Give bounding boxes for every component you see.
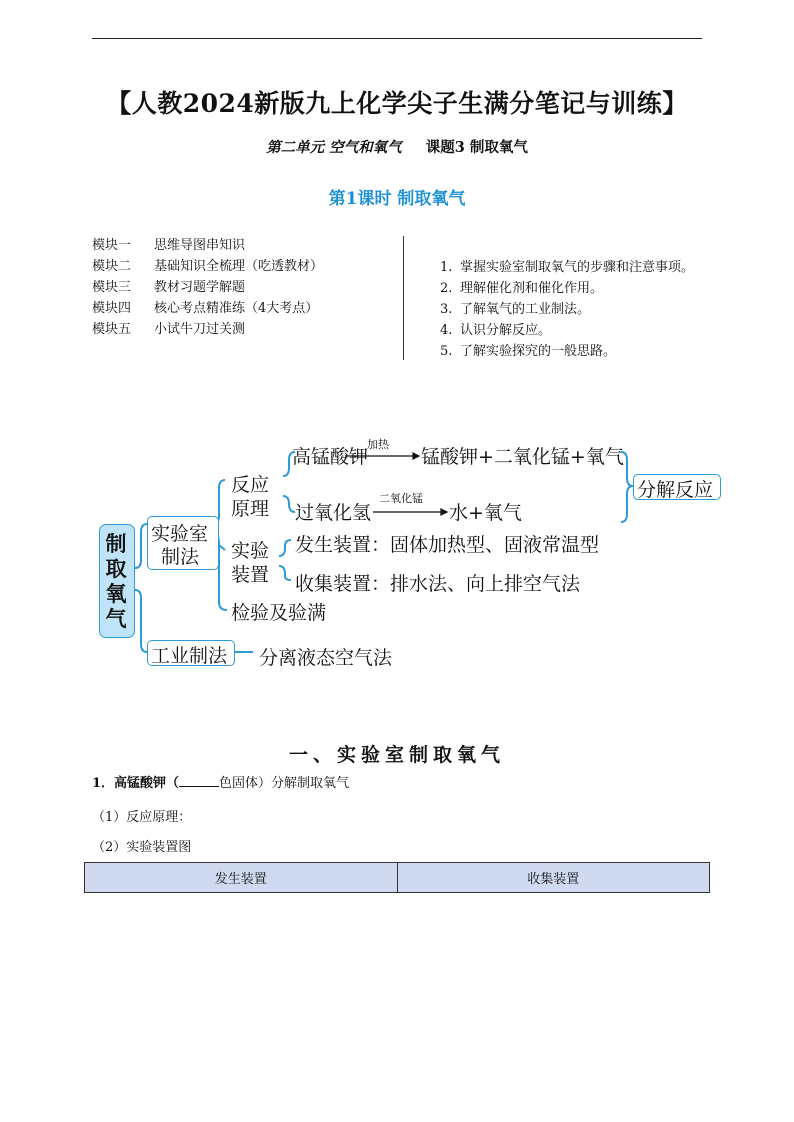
module-key: 模块一 <box>92 238 132 253</box>
page-title: 【人教2024新版九上化学尖子生满分笔记与训练】 <box>106 89 688 118</box>
goal-text: 掌握实验室制取氧气的步骤和注意事项。 <box>460 260 695 275</box>
goal-number: 3. <box>440 302 453 317</box>
reaction2-arrow-head <box>441 509 447 515</box>
lab-label-line1: 实验室 <box>151 523 209 545</box>
lab-label-line2: 制法 <box>161 546 200 568</box>
reaction2-condition: 二氧化锰 <box>379 492 423 505</box>
root-char: 氧 <box>105 582 127 606</box>
module-item <box>92 277 323 298</box>
module-key: 模块五 <box>92 322 132 337</box>
reaction2-products: 水+氧气 <box>449 502 522 524</box>
lesson-title: 第1课时 制取氧气 <box>328 189 466 209</box>
learning-goals <box>440 257 694 362</box>
device-collector-connector <box>279 566 291 580</box>
goal-item <box>440 341 694 362</box>
module-item <box>92 319 323 340</box>
goal-item <box>440 299 694 320</box>
root-char: 气 <box>105 607 127 631</box>
table-header-generator: 发生装置 <box>85 863 398 893</box>
reaction-principle-prompt: （1）反应原理： <box>92 810 192 825</box>
unit-subtitle <box>0 136 794 157</box>
device-label-line1: 实验 <box>231 540 270 562</box>
root-lab-connector <box>135 524 147 568</box>
module-item <box>92 256 323 277</box>
goal-number: 5. <box>440 344 453 359</box>
answer-blank[interactable] <box>179 774 219 787</box>
reaction2-reactant: 过氧化氢 <box>295 502 372 524</box>
module-key: 模块三 <box>92 280 132 295</box>
principle-label-line2: 原理 <box>231 498 270 520</box>
reaction1-products: 锰酸钾+二氧化锰+氧气 <box>421 446 624 468</box>
goal-item <box>440 278 694 299</box>
goal-number: 1. <box>440 260 453 275</box>
table-header-collector: 收集装置 <box>397 863 710 893</box>
reaction1-arrow-head <box>413 453 419 459</box>
device-generator-connector <box>279 540 291 556</box>
section-title: 一、实验室制取氧气 <box>288 744 505 766</box>
device-table <box>84 862 710 893</box>
goal-text: 理解催化剂和催化作用。 <box>460 281 604 296</box>
module-key: 模块四 <box>92 301 132 316</box>
module-item <box>92 298 323 319</box>
module-text: 核心考点精准练（4大考点） <box>154 301 319 316</box>
module-text: 小试牛刀过关测 <box>154 322 246 337</box>
question-1-prefix: 1．高锰酸钾（ <box>92 776 180 791</box>
goal-number: 4. <box>440 323 453 338</box>
test-text: 检验及验满 <box>231 602 327 624</box>
module-text: 基础知识全梳理（吃透教材） <box>154 259 324 274</box>
reaction1-reactant: 高锰酸钾 <box>292 446 369 468</box>
principle-reaction2-connector <box>283 496 295 512</box>
question-1 <box>92 772 349 791</box>
question-1-mid: 色固体）分解制取氧气 <box>219 776 350 791</box>
goal-text: 认识分解反应。 <box>460 323 552 338</box>
collector-text: 收集装置：排水法、向上排空气法 <box>295 573 581 595</box>
module-item <box>92 235 323 256</box>
device-diagram-prompt: （2）实验装置图 <box>92 840 192 855</box>
goal-text: 了解氧气的工业制法。 <box>460 302 591 317</box>
goal-item <box>440 257 694 278</box>
table-header-row <box>85 863 710 893</box>
principle-label-line1: 反应 <box>231 474 270 496</box>
reaction1-condition: 加热 <box>367 438 389 451</box>
module-text: 教材习题学解题 <box>154 280 246 295</box>
goal-number: 2. <box>440 281 453 296</box>
root-industrial-connector <box>135 590 147 652</box>
column-divider <box>403 236 404 360</box>
device-label-line2: 装置 <box>231 564 270 586</box>
reactions-decomposition-bracket-bottom <box>621 486 633 522</box>
goal-item <box>440 320 694 341</box>
module-list <box>92 235 323 340</box>
goal-text: 了解实验探究的一般思路。 <box>460 344 617 359</box>
industrial-method: 分离液态空气法 <box>259 647 393 669</box>
decomposition-label: 分解反应 <box>637 479 714 501</box>
industrial-label: 工业制法 <box>151 645 228 667</box>
root-char: 取 <box>105 557 127 581</box>
generator-text: 发生装置：固体加热型、固液常温型 <box>295 534 600 556</box>
module-key: 模块二 <box>92 259 132 274</box>
module-text: 思维导图串知识 <box>154 238 246 253</box>
root-char: 制 <box>105 532 127 556</box>
unit-label: 第二单元 空气和氧气 <box>266 139 402 156</box>
header-rule <box>92 38 702 39</box>
mind-map <box>95 420 735 680</box>
topic-label: 课题3 制取氧气 <box>425 139 528 156</box>
root-label <box>101 532 131 632</box>
